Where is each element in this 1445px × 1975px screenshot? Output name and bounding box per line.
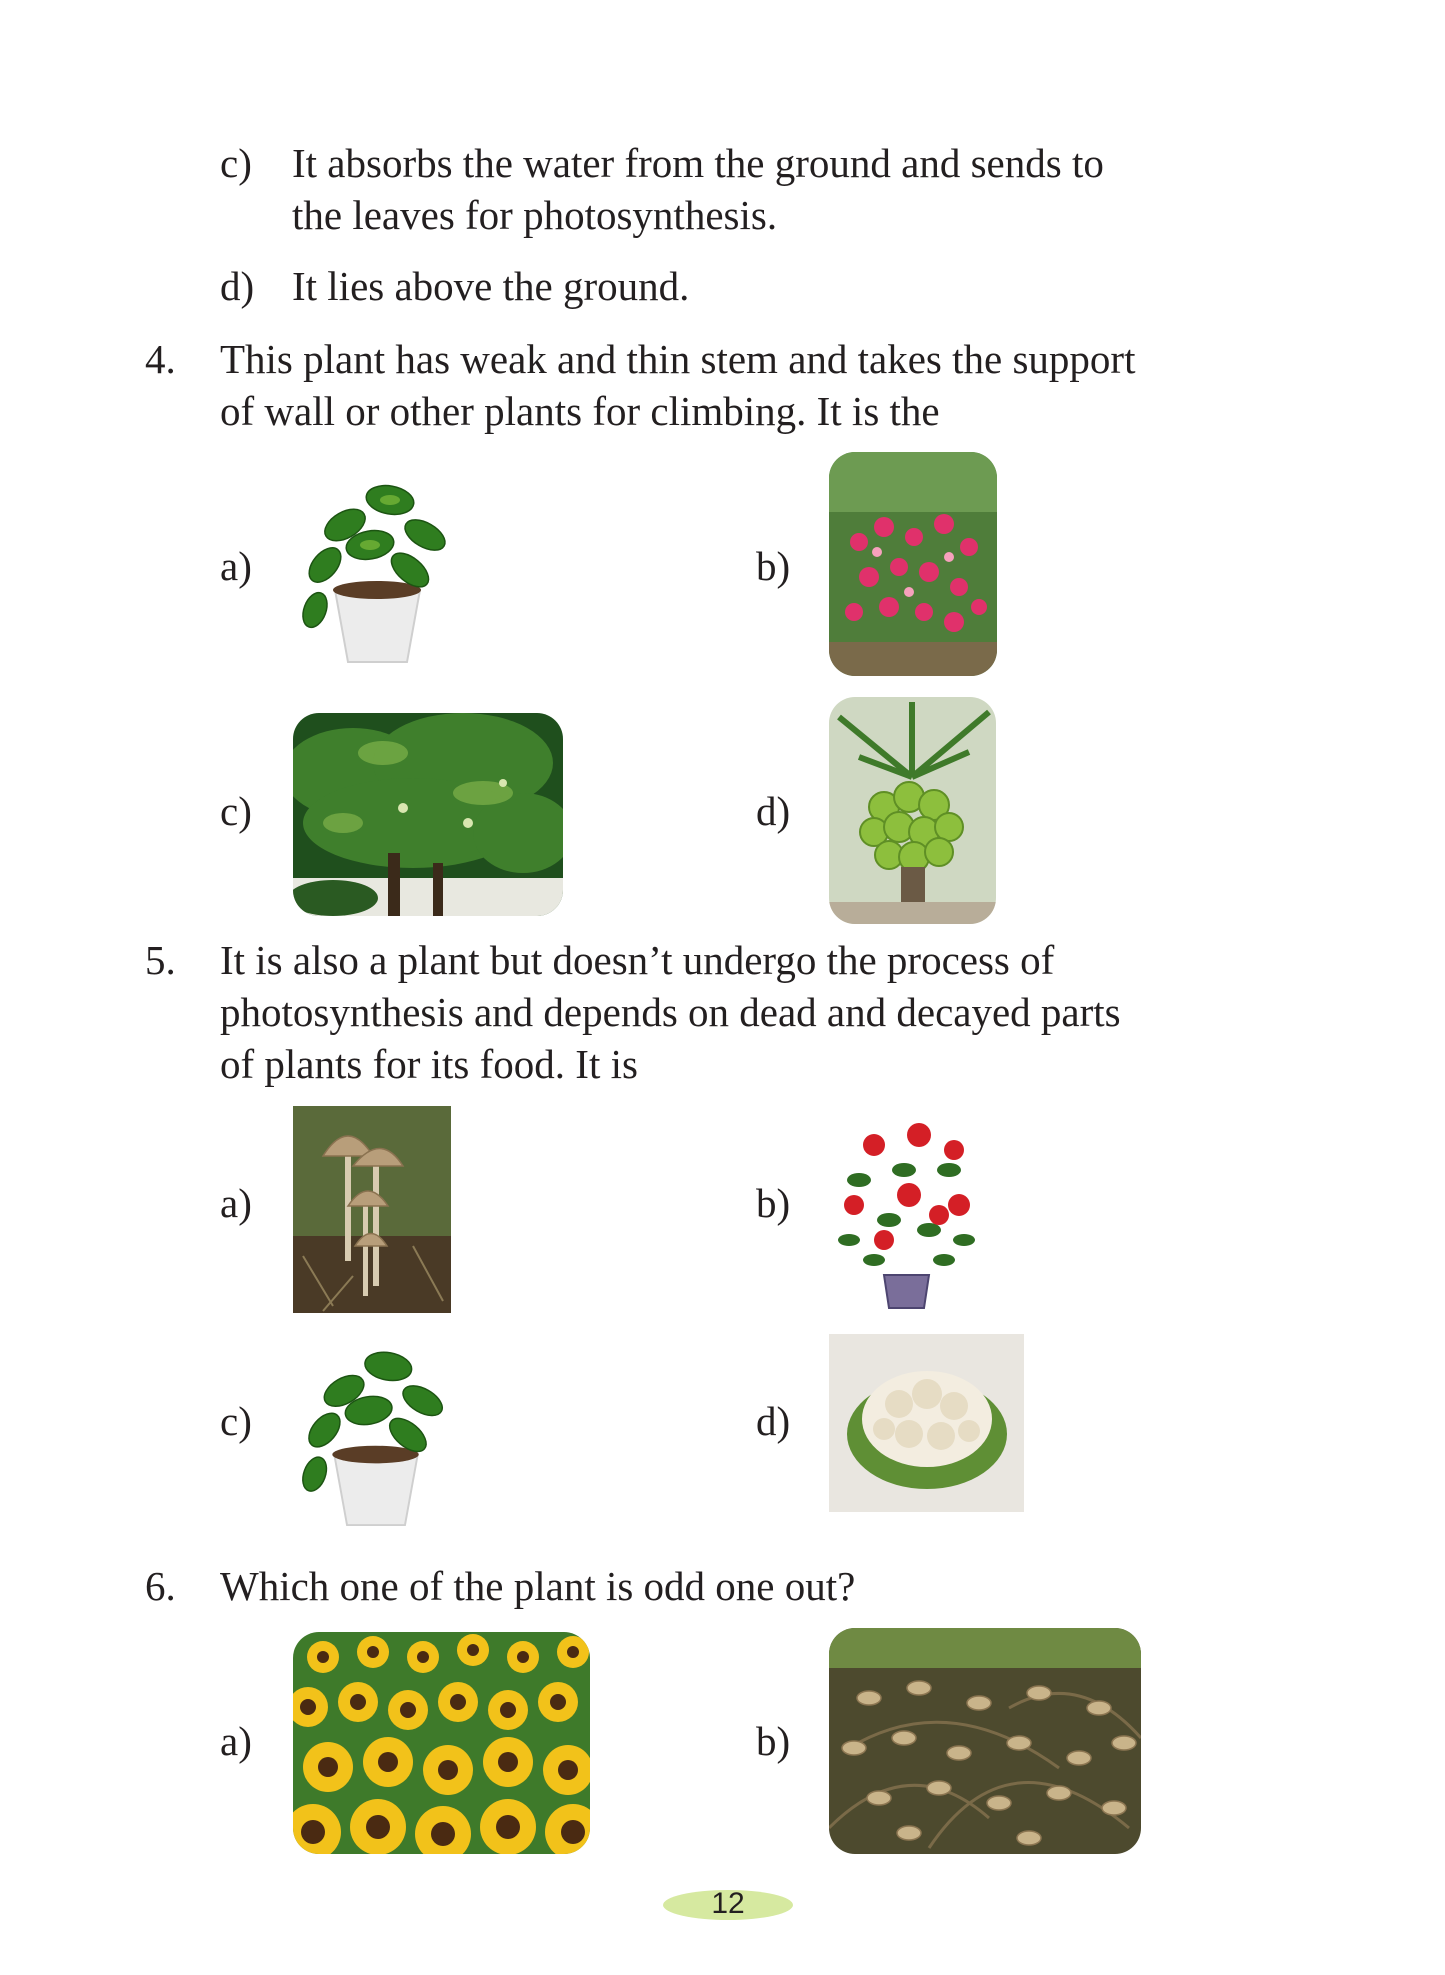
q4-text-line1: This plant has weak and thin stem and takes the support [220,336,1136,382]
q3-option-c-text-line1: It absorbs the water from the ground and sends to [292,140,1104,186]
q5-option-d-image[interactable] [829,1334,1024,1512]
q5-option-d-label: d) [756,1398,791,1444]
q5-option-b-label: b) [756,1180,791,1226]
q6-option-a-label: a) [220,1718,252,1764]
q4-option-b-label: b) [756,543,791,589]
q5-number: 5. [145,937,176,983]
q5-option-a-label: a) [220,1180,252,1226]
q6-option-b-label: b) [756,1718,791,1764]
q4-option-c-image[interactable] [293,713,563,916]
q3-option-c-label: c) [220,140,252,186]
q5-option-c-image[interactable] [295,1337,457,1528]
q5-text-line3: of plants for its food. It is [220,1041,638,1087]
q6-text: Which one of the plant is odd one out? [220,1563,856,1609]
q4-option-a-image [295,470,460,665]
page-number-badge [663,1887,793,1920]
q5-option-c-label: c) [220,1398,252,1444]
page-number: 12 [711,1887,745,1920]
q5-text-line1: It is also a plant but doesn’t undergo the process of [220,937,1055,983]
q4-number: 4. [145,336,176,382]
q5-text-line2: photosynthesis and depends on dead and decayed parts [220,989,1121,1035]
q4-text-line2: of wall or other plants for climbing. It is the [220,388,940,434]
q4-option-b-image[interactable] [829,452,997,676]
q3-option-c-text-line2: the leaves for photosynthesis. [292,192,778,238]
q5-option-b-image[interactable] [829,1110,984,1310]
q6-option-b-image[interactable] [829,1628,1141,1854]
q6-option-a-image[interactable] [293,1632,590,1854]
q6-number: 6. [145,1563,176,1609]
q4-option-d-label: d) [756,788,791,834]
q5-option-a-image[interactable] [293,1106,451,1313]
q3-option-d-label: d) [220,263,255,309]
q3-option-d-text: It lies above the ground. [292,263,690,309]
q4-option-d-image[interactable] [829,697,996,924]
q4-option-c-label: c) [220,788,252,834]
q4-option-a-label: a) [220,543,252,589]
